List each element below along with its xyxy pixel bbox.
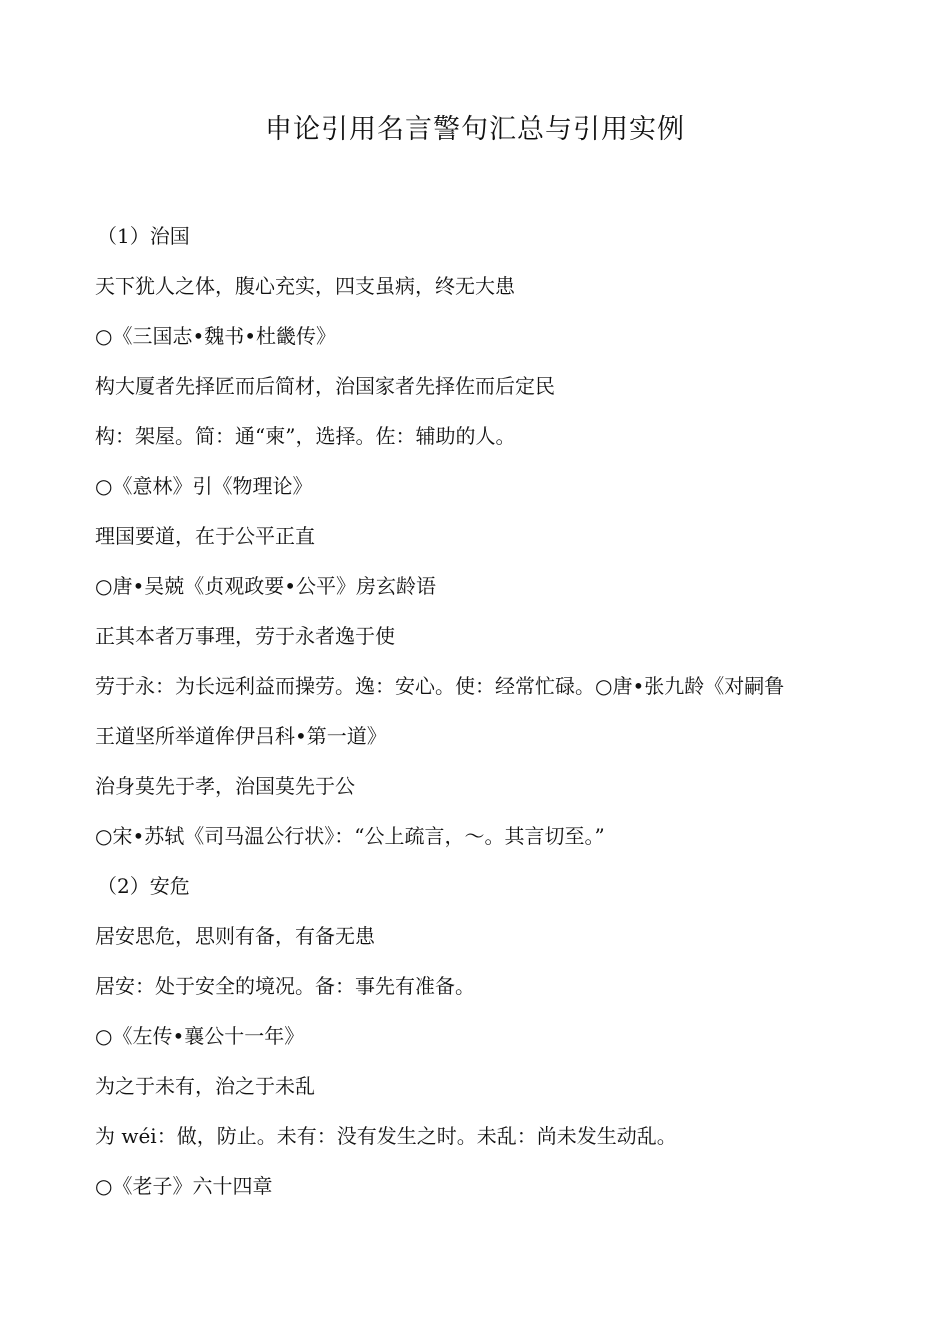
source-line: ○《三国志•魏书•杜畿传》 [95,324,337,348]
quote-line: 正其本者万事理，劳于永者逸于使 [95,624,395,648]
source-line: ○唐•吴兢《贞观政要•公平》房玄龄语 [95,574,437,598]
document-body [95,218,885,1218]
annotation-line: 劳于永：为长远利益而操劳。逸：安心。使：经常忙碌。○唐•张九龄《对嗣鲁 [95,674,785,698]
annotation-line: 为 wéi：做，防止。未有：没有发生之时。未乱：尚未发生动乱。 [95,1124,677,1148]
quote-line: 理国要道，在于公平正直 [95,524,315,548]
quote-line: 为之于未有，治之于未乱 [95,1074,315,1098]
source-line: ○《左传•襄公十一年》 [95,1024,305,1048]
source-line: ○《老子》六十四章 [95,1174,273,1198]
section-heading: （2）安危 [97,874,190,898]
quote-line: 天下犹人之体，腹心充实，四支虽病，终无大患 [95,274,515,298]
quote-line: 居安思危，思则有备，有备无患 [95,924,375,948]
section-heading: （1）治国 [97,224,190,248]
quote-line: 构大厦者先择匠而后简材，治国家者先择佐而后定民 [95,374,555,398]
annotation-line: 构：架屋。简：通“柬”，选择。佐：辅助的人。 [95,424,516,448]
quote-line: 治身莫先于孝，治国莫先于公 [95,774,355,798]
document-title: 申论引用名言警句汇总与引用实例 [265,114,685,145]
annotation-line: 居安：处于安全的境况。备：事先有准备。 [95,974,475,998]
source-line: 王道坚所举道侔伊吕科•第一道》 [95,724,387,748]
source-line: ○宋•苏轼《司马温公行状》：“公上疏言，～。其言切至。” [95,824,605,848]
source-line: ○《意林》引《物理论》 [95,474,313,498]
